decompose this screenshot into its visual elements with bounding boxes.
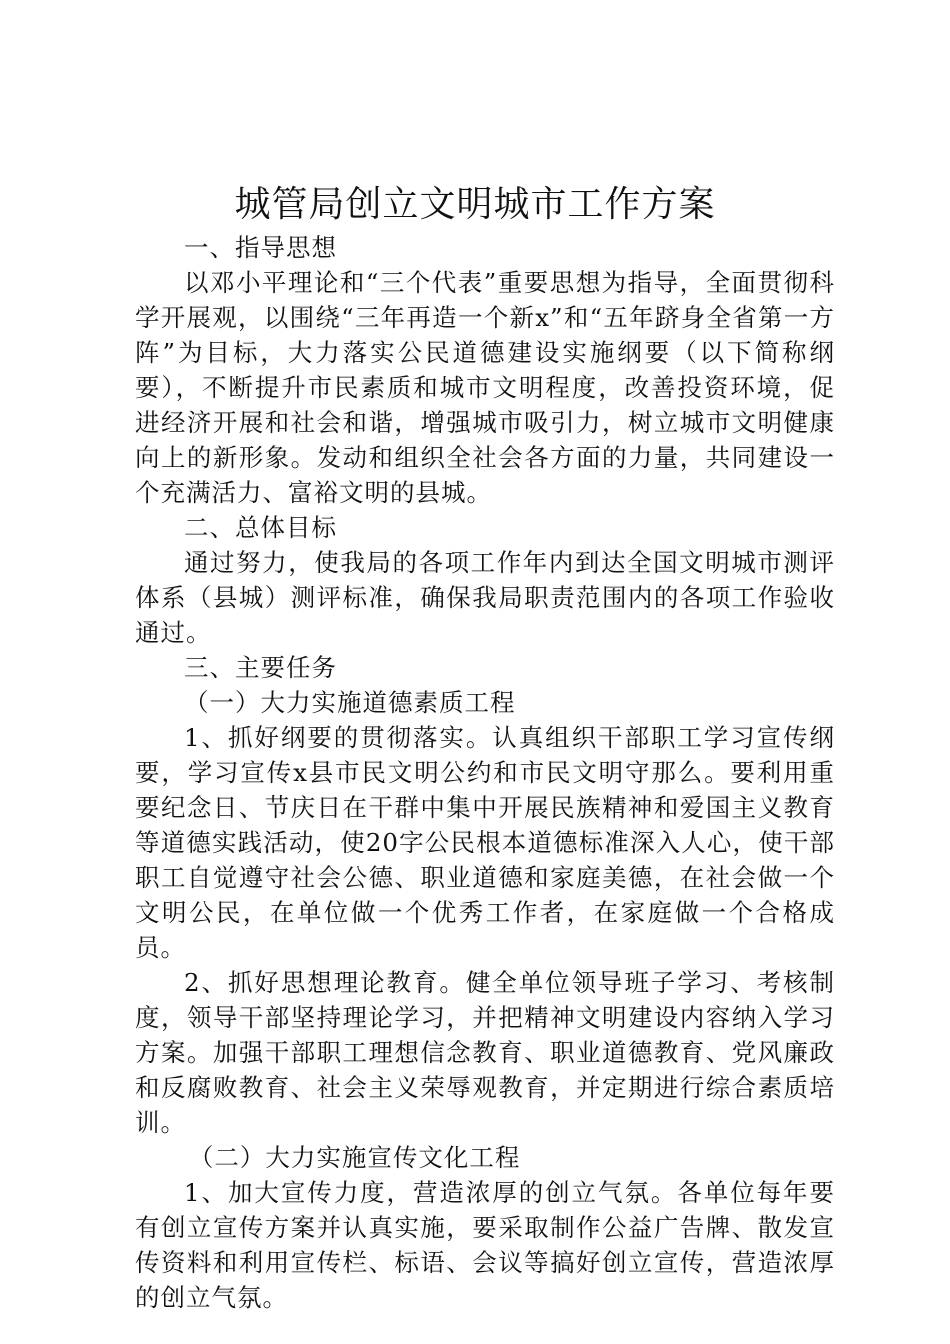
paragraph-item-1: 1、抓好纲要的贯彻落实。认真组织干部职工学习宣传纲要，学习宣传x县市民文明公约和市民文明守那么。要利用重要纪念日、节庆日在干群中集中开展民族精神和爱国主义教育等道德实践活动，使20字公民根本道德标准深入人心，使干部职工自觉遵守社会公德、职业道德和家庭美德，在社会做一个文明公民，在单位做一个优秀工作者，在家庭做一个合格成员。 (135, 723, 835, 962)
section-heading-guiding: 一、指导思想 (184, 233, 337, 262)
paragraph-guiding: 以邓小平理论和“三个代表”重要思想为指导，全面贯彻科学开展观，以围绕“三年再造一个新x”和“五年跻身全省第一方阵”为目标，大力落实公民道德建设实施纲要（以下简称纲要），不断提升市民素质和城市文明程度，改善投资环境，促进经济开展和社会和谐，增强城市吸引力，树立城市文明健康向上的新形象。发动和组织全社会各方面的力量，共同建设一个充满活力、富裕文明的县城。 (135, 268, 835, 507)
section-heading-tasks: 三、主要任务 (184, 653, 337, 682)
paragraph-item-3: 1、加大宣传力度，营造浓厚的创立气氛。各单位每年要有创立宣传方案并认真实施，要采取制作公益广告牌、散发宣传资料和利用宣传栏、标语、会议等搞好创立宣传，营造浓厚的创立气氛。 (135, 1178, 835, 1312)
subsection-heading-1: （一）大力实施道德素质工程 (184, 688, 516, 717)
document-body (135, 230, 835, 1315)
paragraph-item-2: 2、抓好思想理论教育。健全单位领导班子学习、考核制度，领导干部坚持理论学习，并把精神文明建设内容纳入学习方案。加强干部职工理想信念教育、职业道德教育、党风廉政和反腐败教育、社会主义荣辱观教育，并定期进行综合素质培训。 (135, 968, 835, 1137)
paragraph-goal: 通过努力，使我局的各项工作年内到达全国文明城市测评体系（县城）测评标准，确保我局职责范围内的各项工作验收通过。 (135, 548, 835, 647)
subsection-heading-2: （二）大力实施宣传文化工程 (188, 1143, 521, 1172)
section-heading-goal: 二、总体目标 (184, 513, 337, 542)
document-title: 城管局创立文明城市工作方案 (234, 184, 716, 225)
